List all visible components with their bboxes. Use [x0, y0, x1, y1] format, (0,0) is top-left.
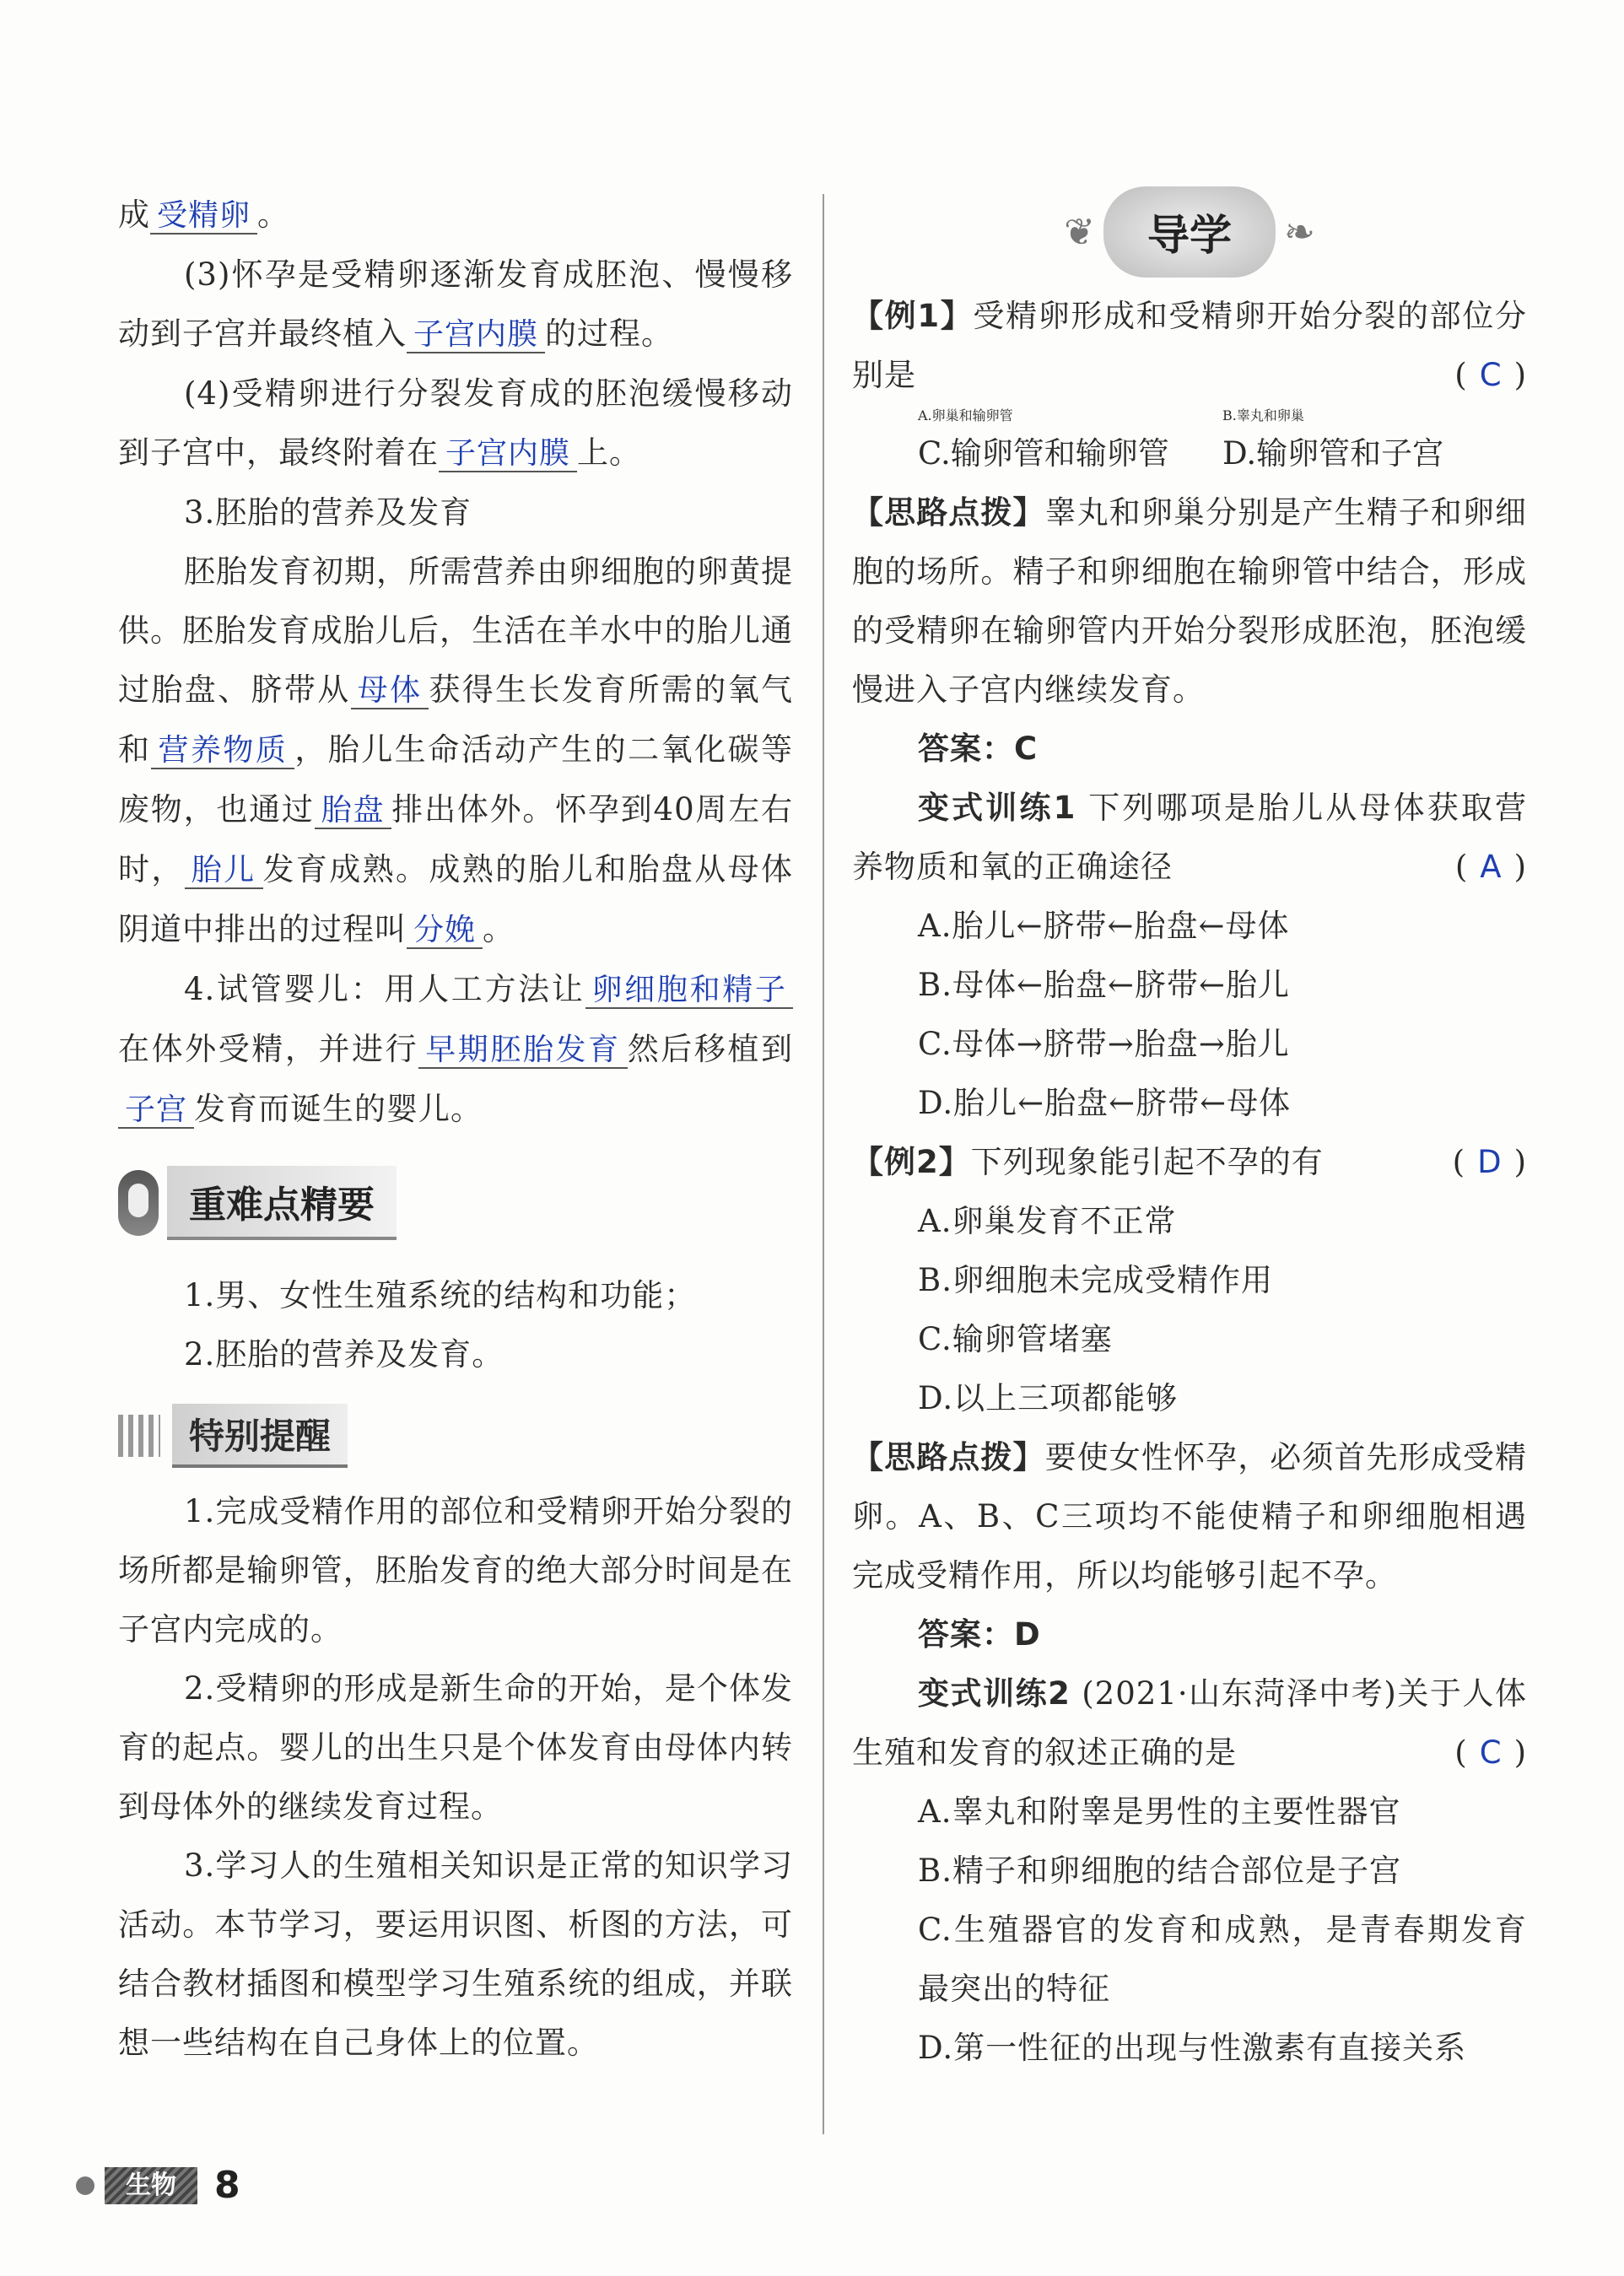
- example-1-options-row: A.卵巢和输卵管 B.睾丸和卵巢: [918, 407, 1304, 423]
- section-key-points-title: 重难点精要: [167, 1166, 397, 1240]
- example-1-answer-line: 答案：C: [918, 731, 1039, 767]
- example-1-options-row: C.输卵管和输卵管 D.输卵管和子宫: [918, 435, 1444, 472]
- guide-title: 导学: [1103, 186, 1276, 278]
- variant-2-option: A.睾丸和附睾是男性的主要性器官: [918, 1793, 1401, 1830]
- variant-2-option: B.精子和卵细胞的结合部位是子宫: [918, 1853, 1401, 1889]
- paragraph-pregnancy: (3)怀孕是受精卵逐渐发育成胚泡、慢慢移动到子宫并最终植入 子宫内膜 的过程。: [118, 256, 793, 352]
- example-2-option: D.以上三项都能够: [918, 1380, 1179, 1416]
- subject-label: 生物: [105, 2167, 197, 2204]
- variant-1-option: A.胎儿←脐带←胎盘←母体: [918, 908, 1290, 944]
- example-1-answer: C: [1479, 357, 1503, 393]
- variant-1-question: 变式训练1 下列哪项是胎儿从母体获取营养物质和氧的正确途径 ( A ): [852, 790, 1528, 885]
- reminder-item: 2.受精卵的形成是新生命的开始，是个体发育的起点。婴儿的出生只是个体发育由母体内转到母体外的继续发育过程。: [118, 1670, 793, 1825]
- reminder-item: 3.学习人的生殖相关知识是正常的知识学习活动。本节学习，要运用识图、析图的方法，可结合教材插图和模型学习生殖系统的组成，并联想一些结构在自己身体上的位置。: [118, 1847, 793, 2061]
- variant-2-question: 变式训练2 (2021·山东菏泽中考)关于人体生殖和发育的叙述正确的是 ( C ): [852, 1675, 1527, 1771]
- section-reminder-title: 特别提醒: [172, 1404, 348, 1468]
- example-2-option: B.卵细胞未完成受精作用: [918, 1262, 1273, 1298]
- right-column: [852, 186, 1527, 2078]
- subheading-embryo-nutrition: 3.胚胎的营养及发育: [184, 494, 472, 531]
- variant-2-option: D.第一性征的出现与性激素有直接关系: [918, 2030, 1467, 2066]
- bookmark-icon: [118, 1170, 159, 1236]
- example-2-option: A.卵巢发育不正常: [918, 1203, 1177, 1239]
- page-footer: [76, 2164, 240, 2207]
- example-2-question: 【例2】下列现象能引起不孕的有 ( D ): [852, 1144, 1527, 1180]
- flourish-left-icon: ❦: [1064, 210, 1095, 254]
- footer-dot-icon: [76, 2176, 94, 2195]
- example-1-question: 【例1】受精卵形成和受精卵开始分裂的部位分别是 ( C ): [852, 298, 1528, 393]
- section-key-points-header: [118, 1165, 793, 1241]
- key-point-item: 2.胚胎的营养及发育。: [184, 1336, 504, 1373]
- paragraph-embryo-nutrition: 胚胎发育初期，所需营养由卵细胞的卵黄提供。胚胎发育成胎儿后，生活在羊水中的胎儿通过胎盘、脐带从 母体 获得生长发育所需的氧气和 营养物质 ，胎儿生命活动产生的二氧化碳等废物，也通过 胎盘 排出体外。怀孕到40周左右时， 胎儿 发育成熟。成熟的胎儿和胎盘从母体阴道中排出的过程叫 分娩 。: [118, 553, 794, 947]
- example-1-hint: 【思路点拨】睾丸和卵巢分别是产生精子和卵细胞的场所。精子和卵细胞在输卵管中结合，形成的受精卵在输卵管内开始分裂形成胚泡，胚泡缓慢进入子宫内继续发育。: [852, 494, 1528, 708]
- example-2-option: C.输卵管堵塞: [918, 1321, 1113, 1357]
- guide-header: [852, 186, 1527, 278]
- variant-1-option: B.母体←胎盘←脐带←胎儿: [918, 967, 1290, 1003]
- section-reminder-header: [118, 1406, 793, 1465]
- column-divider: [823, 194, 824, 2134]
- variant-1-option: C.母体→脐带→胎盘→胎儿: [918, 1026, 1290, 1062]
- left-column: [118, 186, 793, 2073]
- paragraph-fertilized-egg: 成 受精卵 。: [118, 197, 290, 233]
- paragraph-implantation: (4)受精卵进行分裂发育成的胚泡缓慢移动到子宫中，最终附着在 子宫内膜 上。: [118, 375, 793, 471]
- variant-2-option: C.生殖器官的发育和成熟，是青春期发育最突出的特征: [918, 1912, 1527, 2007]
- page-number: 8: [214, 2164, 240, 2207]
- paragraph-ivf: 4.试管婴儿：用人工方法让 卵细胞和精子在体外受精，并进行 早期胚胎发育 然后移植到子宫 发育而诞生的婴儿。: [118, 971, 793, 1127]
- stripe-icon: [118, 1415, 160, 1457]
- key-point-item: 1.男、女性生殖系统的结构和功能；: [184, 1277, 697, 1313]
- reminder-item: 1.完成受精作用的部位和受精卵开始分裂的场所都是输卵管，胚胎发育的绝大部分时间是在子宫内完成的。: [118, 1493, 793, 1648]
- example-2-hint: 【思路点拨】要使女性怀孕，必须首先形成受精卵。A、B、C三项均不能使精子和卵细胞相遇完成受精作用，所以均能够引起不孕。: [852, 1439, 1528, 1594]
- variant-1-option: D.胎儿←胎盘←脐带←母体: [918, 1085, 1292, 1121]
- example-2-answer-line: 答案：D: [918, 1616, 1041, 1653]
- flourish-right-icon: ❧: [1284, 210, 1315, 254]
